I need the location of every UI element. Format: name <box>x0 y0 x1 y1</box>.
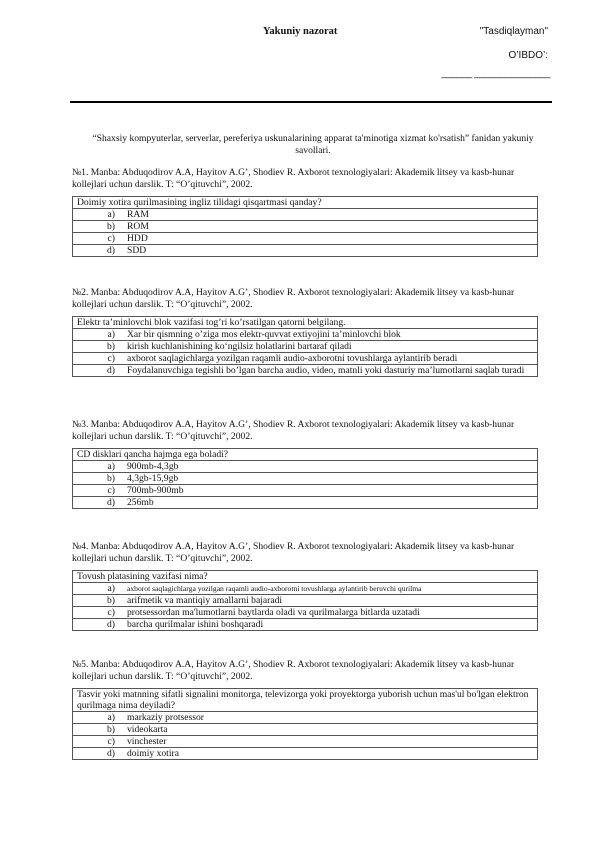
question-block-3 <box>72 419 540 509</box>
option-d: d) barcha qurilmalar ishini boshqaradi <box>73 619 538 631</box>
option-b: b) arifmetik va mantiqiy amallarni bajaradi <box>73 595 538 607</box>
question-source: №4. Manba: Abduqodirov A.A, Hayitov A.G’, Shodiev R. Axborot texnologiyalari: Akademik litsey va kasb-hunar kollejlari uchun darslik. T: “O’qituvchi”, 2002. <box>72 541 515 564</box>
option-b: b) videokarta <box>73 724 538 736</box>
option-b: b) kirish kuchlanishining ko‘ngilsiz holatlarini bartaraf qiladi <box>73 341 538 353</box>
option-c: c) axborot saqlagichlarga yozilgan raqamli audio-axborotni tovushlarga aylantirib beradi <box>73 353 538 365</box>
header-divider <box>70 101 552 103</box>
option-c: c) protsessordan ma'lumotlarni baytlarda oladi va qurilmalarga bitlarda uzatadi <box>73 607 538 619</box>
question-table <box>72 448 538 509</box>
option-d: d) 256mb <box>73 497 538 509</box>
option-d: d) Foydalanuvchiga tegishli bo’lgan barcha audio, video, matnli yoki dasturiy ma’lumotlarni saqlab turadi <box>73 365 538 377</box>
question-text: Doimiy xotira qurilmasining ingliz tilidagi qisqartmasi qanday? <box>73 197 538 209</box>
question-source: №1. Manba: Abduqodirov A.A, Hayitov A.G’, Shodiev R. Axborot texnologiyalari: Akademik litsey va kasb-hunar kollejlari uchun darslik. T: “O’qituvchi”, 2002. <box>72 167 515 190</box>
option-a: a) axborot saqlagichlarga yozilgan raqamli audio-axborotni tovushlarga aylantirib beruvchi qurilma <box>73 583 538 595</box>
document-subtitle: “Shaxsiy kompyuterlar, serverlar, pereferiya uskunalarining apparat ta'minotiga xizmat ko'rsatish” fanidan yakuniy savollari. <box>92 133 534 156</box>
document-title: Yakuniy nazorat <box>263 26 338 37</box>
question-table <box>72 570 538 631</box>
option-d: d) SDD <box>73 245 538 257</box>
signature-line: ______ _______________ <box>441 68 550 79</box>
question-block-1 <box>72 167 540 257</box>
option-a: a) Xar bir qismning o’ziga mos elektr-quvvat extiyojini ta’minlovchi blok <box>73 329 538 341</box>
option-c: c) vinchester <box>73 736 538 748</box>
question-source: №2. Manba: Abduqodirov A.A, Hayitov A.G’, Shodiev R. Axborot texnologiyalari: Akademik litsey va kasb-hunar kollejlari uchun darslik. T: “O’qituvchi”, 2002. <box>72 287 515 310</box>
option-b: b) ROM <box>73 221 538 233</box>
question-text: CD disklari qancha hajmga ega boladi? <box>73 449 538 461</box>
question-source: №3. Manba: Abduqodirov A.A, Hayitov A.G’, Shodiev R. Axborot texnologiyalari: Akademik litsey va kasb-hunar kollejlari uchun darslik. T: “O’qituvchi”, 2002. <box>72 419 515 442</box>
option-c: c) 700mb-900mb <box>73 485 538 497</box>
organization-label: O’IBDO’: <box>508 50 548 61</box>
question-block-2 <box>72 287 540 377</box>
option-d: d) doimiy xotira <box>73 748 538 760</box>
option-a: a) RAM <box>73 209 538 221</box>
question-text: Elektr ta’minlovchi blok vazifasi tog’ri ko’rsatilgan qatorni belgilang. <box>73 317 538 329</box>
question-block-5 <box>72 659 540 760</box>
question-table <box>72 316 538 377</box>
question-text: Tovush platasining vazifasi nima? <box>73 571 538 583</box>
question-text: Tasvir yoki matnning sifatli signalini monitorga, televizorga yoki proyektorga yuborish uchun mas'ul bo'lgan elektron qurilmaga nima deyiladi? <box>73 689 538 712</box>
question-table <box>72 196 538 257</box>
option-a: a) markaziy protsessor <box>73 712 538 724</box>
approval-label: "Tasdiqlayman" <box>479 26 548 37</box>
option-a: a) 900mb-4,3gb <box>73 461 538 473</box>
question-table <box>72 688 538 760</box>
question-source: №5. Manba: Abduqodirov A.A, Hayitov A.G’, Shodiev R. Axborot texnologiyalari: Akademik litsey va kasb-hunar kollejlari uchun darslik. T: “O’qituvchi”, 2002. <box>72 659 515 682</box>
option-b: b) 4,3gb-15,9gb <box>73 473 538 485</box>
question-block-4 <box>72 541 540 631</box>
option-c: c) HDD <box>73 233 538 245</box>
